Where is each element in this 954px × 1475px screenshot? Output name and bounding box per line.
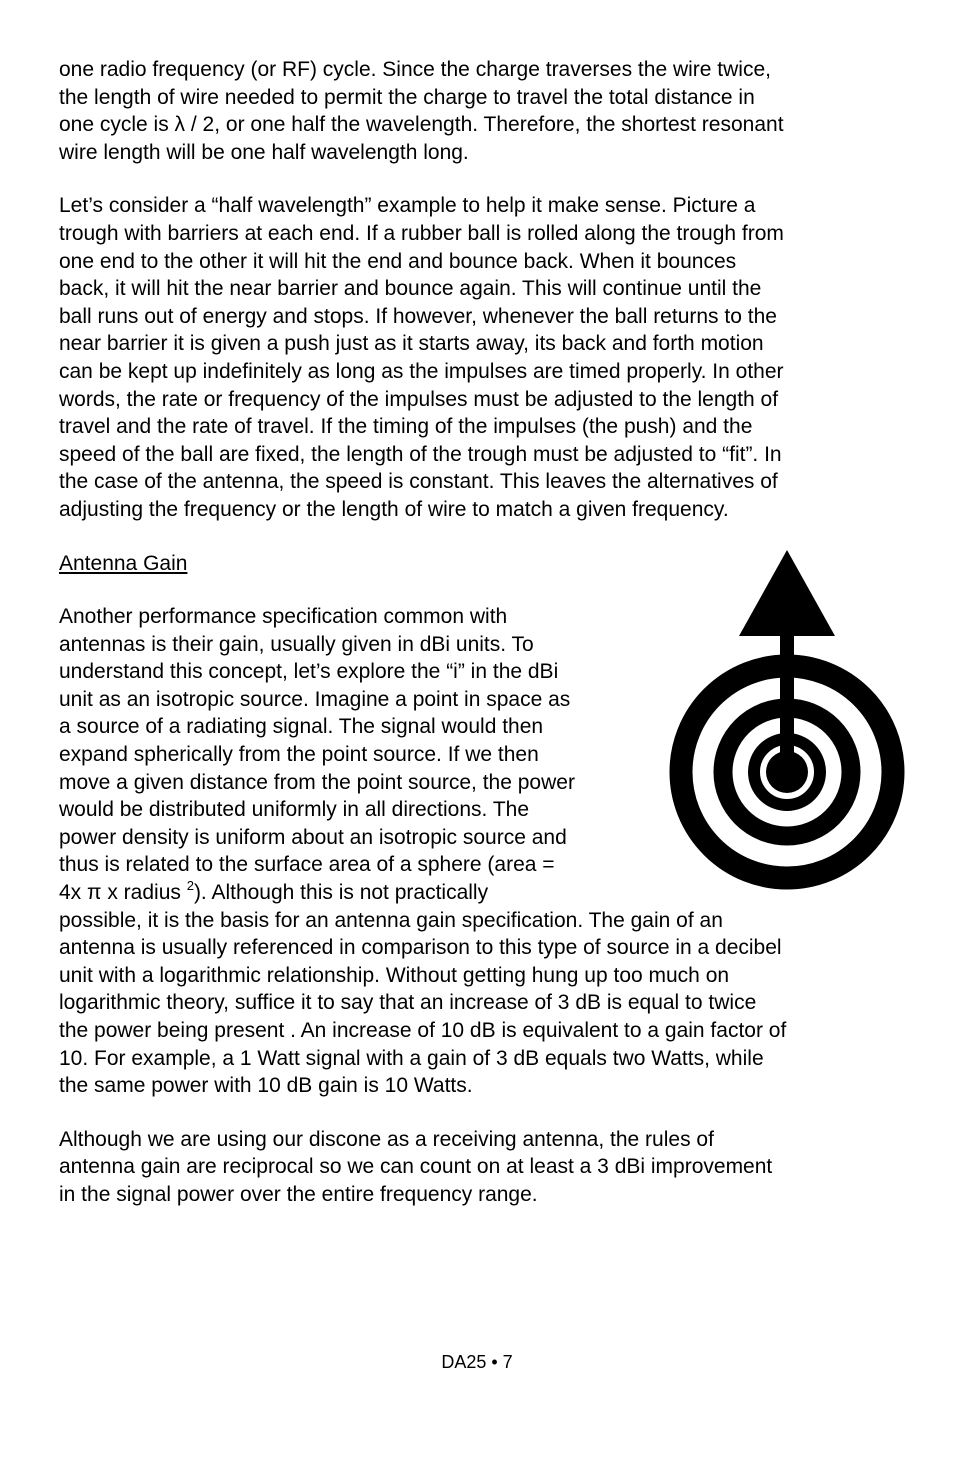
paragraph-discone-reciprocity	[59, 1126, 901, 1209]
text-line: speed of the ball are fixed, the length of the trough must be adjusted to “fit”. In	[59, 442, 782, 466]
text-line: travel and the rate of travel. If the timing of the impulses (the push) and the	[59, 415, 753, 439]
text-line: the power being present . An increase of 10 dB is equivalent to a gain factor of	[59, 1019, 787, 1042]
text-line: logarithmic theory, suffice it to say that an increase of 3 dB is equal to twice	[59, 991, 757, 1015]
text-line: can be kept up indefinitely as long as the impulses are timed properly. In other	[59, 359, 784, 383]
formula-text-after: ). Although this is not practically	[193, 881, 489, 905]
text-line: the case of the antenna, the speed is constant. This leaves the alternatives of	[59, 470, 778, 494]
text-line: near barrier it is given a push just as it starts away, its back and forth motion	[59, 332, 764, 356]
text-line: Another performance specification common with	[59, 605, 508, 629]
text-line: power density is uniform about an isotropic source and	[59, 825, 567, 849]
text-line: unit as an isotropic source. Imagine a point in space as	[59, 687, 571, 711]
text-line: Let’s consider a “half wavelength” example to help it make sense. Picture a	[59, 194, 756, 218]
text-line: a source of a radiating signal. The signal would then	[59, 715, 544, 739]
text-line: antennas is their gain, usually given in dBi units. To	[59, 632, 534, 656]
text-line: adjusting the frequency or the length of wire to match a given frequency.	[59, 497, 729, 521]
text-line: in the signal power over the entire frequency range.	[59, 1182, 538, 1206]
text-line: one radio frequency (or RF) cycle. Since the charge traverses the wire twice,	[59, 58, 771, 81]
text-line: thus is related to the surface area of a sphere (area =	[59, 853, 555, 877]
text-line: antenna gain are reciprocal so we can count on at least a 3 dBi improvement	[59, 1155, 773, 1179]
text-line: understand this concept, let’s explore the “i” in the dBi	[59, 660, 559, 684]
text-line: trough with barriers at each end. If a rubber ball is rolled along the trough from	[59, 221, 784, 245]
text-line: one cycle is λ / 2, or one half the wavelength. Therefore, the shortest resonant	[59, 113, 784, 137]
page-content	[59, 56, 901, 1235]
target-with-arrow-icon	[663, 550, 907, 896]
arrow-shaft	[780, 630, 794, 772]
text-line: back, it will hit the near barrier and bounce again. This will continue until the	[59, 277, 762, 301]
arrow-head	[739, 550, 835, 636]
text-line: unit with a logarithmic relationship. Without getting hung up too much on	[59, 963, 730, 987]
text-line: the length of wire needed to permit the charge to travel the total distance in	[59, 85, 755, 109]
text-line: expand spherically from the point source. If we then	[59, 743, 539, 767]
text-line: would be distributed uniformly in all directions. The	[59, 798, 530, 822]
text-line: words, the rate or frequency of the impulses must be adjusted to the length of	[59, 387, 779, 411]
paragraph-half-wavelength-example	[59, 192, 901, 523]
text-line: one end to the other it will hit the end and bounce back. When it bounces	[59, 249, 737, 273]
text-line: antenna is usually referenced in comparison to this type of source in a decibel	[59, 936, 782, 960]
text-line: 10. For example, a 1 Watt signal with a gain of 3 dB equals two Watts, while	[59, 1046, 764, 1070]
text-line: move a given distance from the point source, the power	[59, 770, 575, 794]
formula-superscript: 2	[186, 878, 194, 894]
text-line: Although we are using our discone as a receiving antenna, the rules of	[59, 1127, 714, 1151]
text-line: the same power with 10 dB gain is 10 Watts.	[59, 1074, 473, 1098]
text-line: wire length will be one half wavelength long.	[59, 140, 469, 164]
text-line: possible, it is the basis for an antenna gain specification. The gain of an	[59, 908, 723, 932]
section-heading-antenna-gain: Antenna Gain	[59, 551, 188, 575]
page-footer: DA25 • 7	[441, 1352, 513, 1372]
formula-text: 4x π x radius	[59, 881, 187, 905]
paragraph-resonant-length	[59, 56, 901, 166]
text-line: ball runs out of energy and stops. If however, whenever the ball returns to the	[59, 304, 777, 328]
